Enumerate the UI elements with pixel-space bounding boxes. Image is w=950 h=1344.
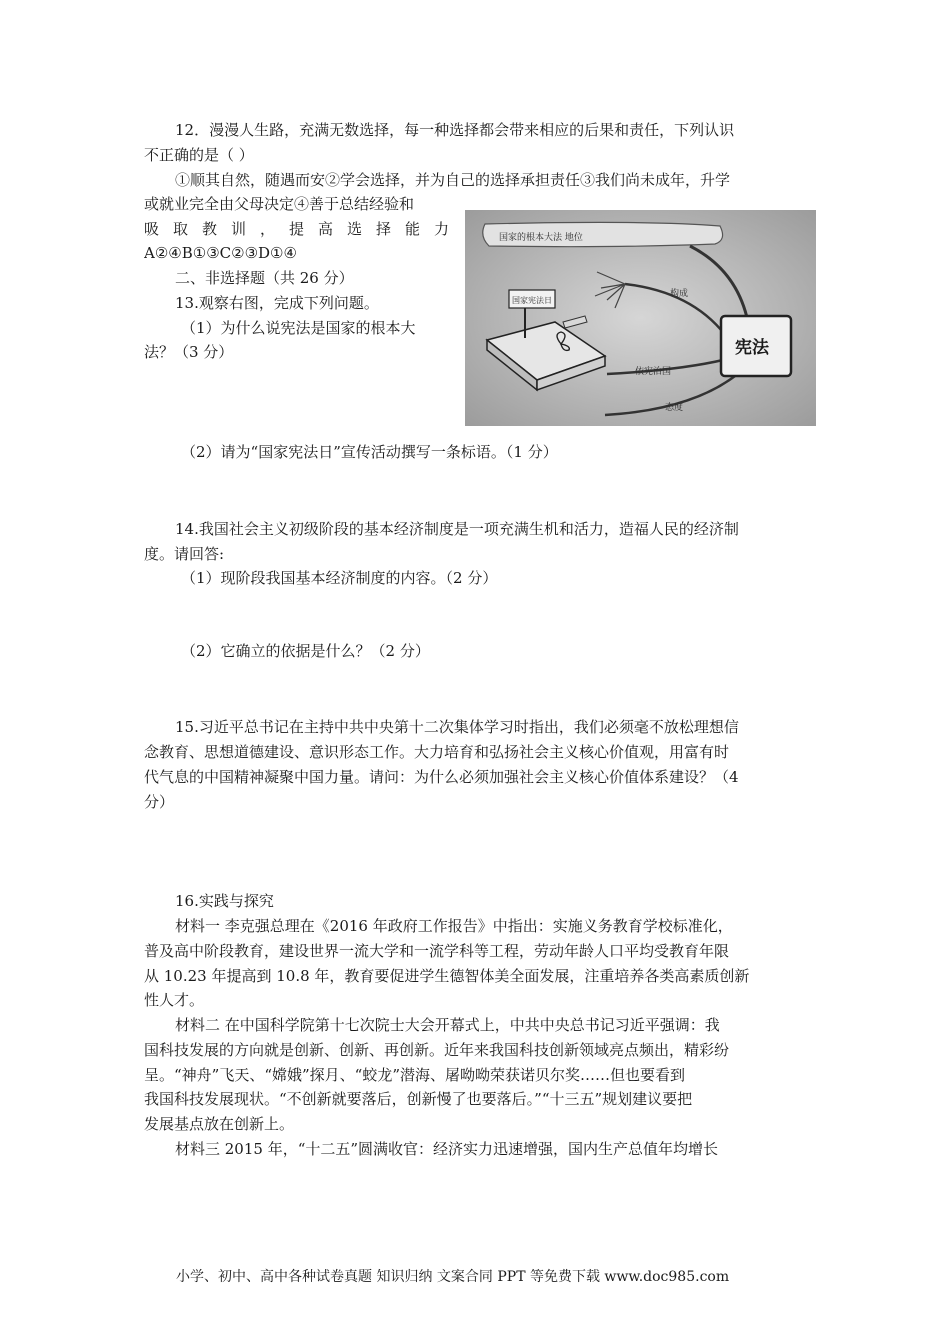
q15-line3: 代气息的中国精神凝聚中国力量。请问：为什么必须加强社会主义核心价值体系建设？（4 (144, 768, 739, 786)
q15-line4: 分） (144, 793, 175, 811)
q16-m2-line4: 我国科技发展现状。“不创新就要落后，创新慢了也要落后。”“十三五”规划建议要把 (144, 1090, 693, 1108)
download-footer: 小学、初中、高中各种试卷真题 知识归纳 文案合同 PPT 等免费下载 www.doc985.com (176, 1269, 730, 1285)
q13-part2: （2）请为“国家宪法日”宣传活动撰写一条标语。（1 分） (181, 443, 558, 461)
q16-title: 16.实践与探究 (175, 892, 274, 910)
q16-m1-line4: 性人才。 (144, 991, 205, 1009)
section-title: 二、非选择题（共 26 分） (175, 269, 354, 287)
q12-line3: ①顺其自然，随遇而安②学会选择，并为自己的选择承担责任③我们尚未成年，升学 (175, 171, 731, 189)
q16-m3-line1: 材料三 2015 年，“十二五”圆满收官：经济实力迅速增强，国内生产总值年均增长 (175, 1140, 719, 1158)
q15-line2: 念教育、思想道德建设、意识形态工作。大力培育和弘扬社会主义核心价值观，用富有时 (144, 743, 730, 761)
q16-m1-line2: 普及高中阶段教育，建设世界一流大学和一流学科等工程，劳动年龄人口平均受教育年限 (144, 942, 730, 960)
mind-map-drawing (465, 210, 816, 426)
q12-line5: 吸 取 教 训 ， 提 高 选 择 能 力 (144, 220, 449, 238)
q13-stem: 13.观察右图，完成下列问题。 (175, 294, 379, 312)
q12-options: A②④B①③C②③D①④ (144, 244, 297, 262)
main-box-constitution: 宪法 (735, 338, 769, 358)
label-structure: 构成 (670, 289, 689, 299)
q13-part1-line2: 法？（3 分） (144, 343, 234, 361)
q16-m2-line5: 发展基点放在创新上。 (144, 1115, 295, 1133)
constitution-mind-map-figure (465, 210, 816, 426)
signpost-text: 国家宪法日 (512, 296, 552, 305)
q12-line1: 12．漫漫人生路，充满无数选择，每一种选择都会带来相应的后果和责任，下列认识 (175, 121, 735, 139)
q16-m2-line3: 呈。“神舟”飞天、“嫦娥”探月、“蛟龙”潜海、屠呦呦荣获诺贝尔奖……但也要看到 (144, 1066, 686, 1084)
q14-line1: 14.我国社会主义初级阶段的基本经济制度是一项充满生机和活力，造福人民的经济制 (175, 520, 739, 538)
q14-part1: （1）现阶段我国基本经济制度的内容。（2 分） (181, 569, 498, 587)
label-fundamental-law: 国家的根本大法 地位 (499, 233, 583, 243)
label-rule-by-constitution: 依宪治国 (635, 367, 672, 377)
q12-line4: 或就业完全由父母决定④善于总结经验和 (144, 195, 415, 213)
q16-m2-line1: 材料二 在中国科学院第十七次院士大会开幕式上，中共中央总书记习近平强调：我 (175, 1016, 720, 1034)
q12-line2: 不正确的是（ ） (144, 146, 254, 164)
q16-m2-line2: 国科技发展的方向就是创新、创新、再创新。近年来我国科技创新领域亮点频出，精彩纷 (144, 1041, 730, 1059)
q14-line2: 度。请回答: (144, 545, 225, 563)
q15-line1: 15.习近平总书记在主持中共中央第十二次集体学习时指出，我们必须毫不放松理想信 (175, 718, 739, 736)
q13-part1-line1: （1）为什么说宪法是国家的根本大 (181, 319, 416, 337)
label-attitude: 态度 (665, 403, 684, 413)
q14-part2: （2）它确立的依据是什么？（2 分） (181, 642, 430, 660)
q16-m1-line1: 材料一 李克强总理在《2016 年政府工作报告》中指出：实施义务教育学校标准化， (175, 917, 733, 935)
q16-m1-line3: 从 10.23 年提高到 10.8 年，教育要促进学生德智体美全面发展，注重培养各类高素质创新 (144, 967, 750, 985)
